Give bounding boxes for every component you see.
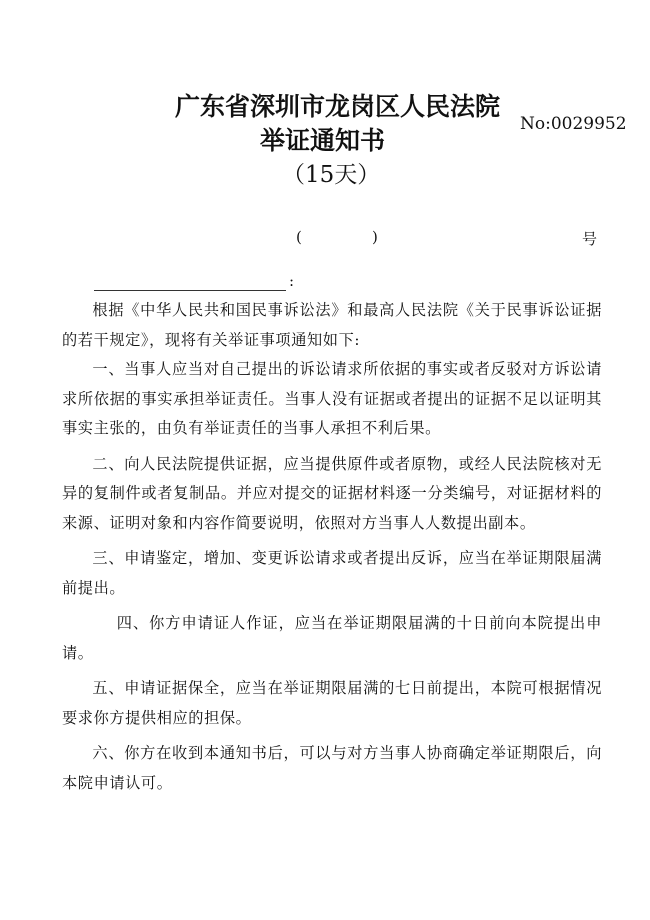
case-number-suffix: 号 (582, 230, 598, 248)
paragraph-item-6: 六、你方在收到本通知书后，可以与对方当事人协商确定举证期限后，向本院申请认可。 (62, 744, 602, 792)
case-number-open-paren: ( (296, 228, 302, 246)
paragraph-item-2: 二、向人民法院提供证据，应当提供原件或者原物，或经人民法院核对无异的复制件或者复制品。并应对提交的证据材料逐一分类编号，对证据材料的来源、证明对象和内容作简要说明，依照对方当事人人数提出副本。 (62, 454, 602, 532)
notice-body (62, 296, 602, 798)
paragraph-item-4: 四、你方申请证人作证，应当在举证期限届满的十日前向本院提出申请。 (62, 614, 602, 662)
document-number: No:0029952 (520, 114, 627, 134)
court-name: 广东省深圳市龙岗区人民法院 (175, 92, 501, 121)
notice-duration: （15天） (282, 162, 381, 188)
paragraph-item-5: 五、申请证据保全，应当在举证期限届满的七日前提出，本院可根据情况要求你方提供相应的担保。 (62, 679, 602, 727)
addressee-field (94, 272, 294, 294)
case-number-close-paren: ) (372, 228, 378, 246)
paragraph-item-1: 一、当事人应当对自己提出的诉讼请求所依据的事实或者反驳对方诉讼请求所依据的事实承担举证责任。当事人没有证据或者提出的证据不足以证明其事实主张的，由负有举证责任的当事人承担不利后果。 (62, 360, 602, 437)
addressee-blank-line (94, 290, 286, 291)
document-title: 举证通知书 (260, 126, 386, 155)
paragraph-intro: 根据《中华人民共和国民事诉讼法》和最高人民法院《关于民事诉讼证据的若干规定》，现将有关举证事项通知如下: (62, 301, 602, 349)
paragraph-item-3: 三、申请鉴定，增加、变更诉讼请求或者提出反诉，应当在举证期限届满前提出。 (62, 549, 602, 597)
addressee-colon: : (288, 272, 294, 290)
case-number-line (0, 228, 650, 252)
